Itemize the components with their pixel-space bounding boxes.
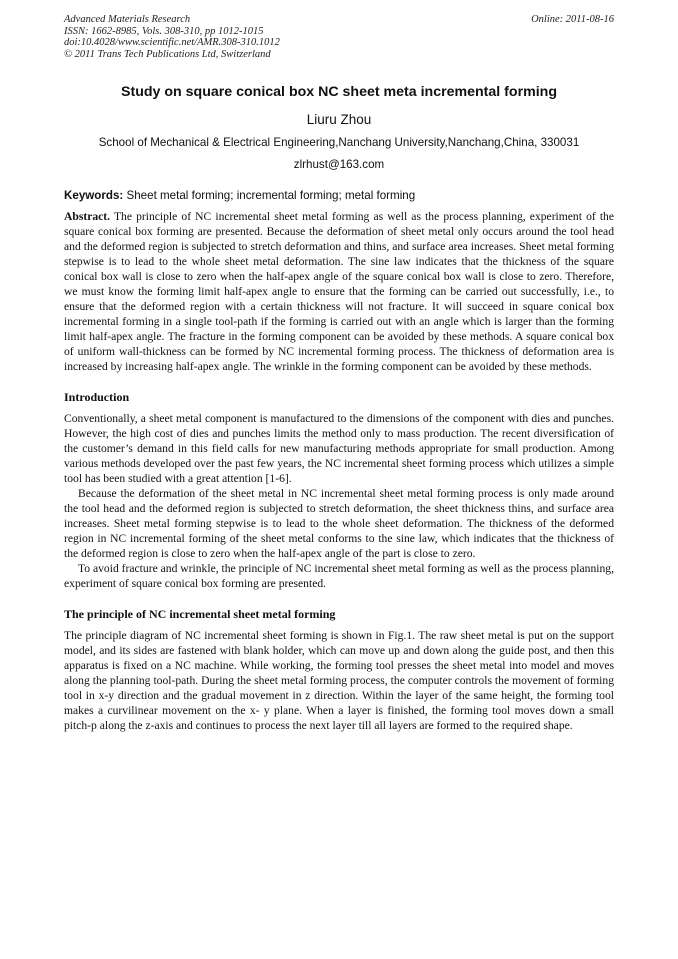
- author-email: zlrhust@163.com: [293, 158, 385, 172]
- abstract-label: Abstract.: [64, 210, 111, 224]
- copyright-line: © 2011 Trans Tech Publications Ltd, Switzerland: [64, 48, 271, 60]
- abstract: [64, 209, 614, 374]
- intro-paragraph-3: To avoid fracture and wrinkle, the principle of NC incremental sheet metal forming as well as the process planning, experiment of square conical box forming are presented.: [64, 562, 614, 591]
- abstract-text: The principle of NC incremental sheet metal forming as well as the process planning, experiment of the square conical box forming are presented. Because the deformation of sheet metal only occurs around the tool head and the deformed region is subjected to stretch deformation and thins, and surface area increases. Sheet metal forming stepwise is to lead to the whole sheet metal deformation. The sine law indicates that the thickness of the square conical box wall is close to zero when the half-apex angle of the square conical box wall is close to zero. Therefore, we must know the forming limit half-apex angle to ensure that the forming can be carried out successfully, i.e., to ensure that the deformed region with a certain thickness will not fracture. It will succeed in square conical box incremental forming in a single tool-path if the forming is carried out with an angle which is larger than the forming limit half-apex angle. The fracture in the forming component can be avoided by these methods. A square conical box of uniform wall-thickness can be formed by NC incremental forming process. The thickness of deformation area is increased by increasing half-apex angle. The wrinkle in the forming component can be avoided by these methods.: [64, 210, 614, 374]
- keywords-label: Keywords:: [64, 189, 124, 203]
- intro-paragraph-2: Because the deformation of the sheet metal in NC incremental sheet metal forming process is only made around the tool head and the deformed region is subjected to stretch deformation, the sheet thickness thins, and surface area increases. Sheet metal forming stepwise is to lead to the whole sheet deformation. The thickness of the deformed region in NC incremental forming of the sheet metal conforms to the sine law, which indicates that the thickness of the deformed region is close to zero when the half-apex angle of the part is close to zero.: [64, 487, 614, 561]
- online-date: Online: 2011-08-16: [531, 14, 614, 25]
- principle-heading: The principle of NC incremental sheet metal forming: [64, 607, 336, 622]
- issn-line: ISSN: 1662-8985, Vols. 308-310, pp 1012-1015: [64, 25, 264, 37]
- journal-header: [64, 14, 614, 60]
- keywords-text: Sheet metal forming; incremental forming; metal forming: [123, 189, 416, 203]
- keywords: [64, 189, 614, 203]
- journal-name: Advanced Materials Research: [64, 14, 191, 25]
- author-affiliation: School of Mechanical & Electrical Engineering,Nanchang University,Nanchang,China, 330031: [98, 136, 580, 150]
- principle-paragraph: The principle diagram of NC incremental sheet forming is shown in Fig.1. The raw sheet metal is put on the support model, and its sides are fastened with blank holder, which can move up and down along the guide post, and then this apparatus is fixed on a NC machine. While working, the forming tool presses the sheet metal into model and moves along the planning tool-path. During the sheet metal forming process, the computer controls the movement of forming tool in x-y direction and the gradual movement in z direction. Within the layer of the same height, the forming tool makes a curvilinear movement on the x- y plane. When a layer is finished, the forming tool moves down a small pitch-p along the z-axis and continues to process the next layer till all layers are formed to the required shape.: [64, 629, 614, 733]
- introduction-heading: Introduction: [64, 390, 130, 405]
- author-name: Liuru Zhou: [306, 112, 372, 128]
- paper-title: Study on square conical box NC sheet meta incremental forming: [121, 84, 557, 101]
- doi-line: doi:10.4028/www.scientific.net/AMR.308-310.1012: [64, 37, 280, 49]
- intro-paragraph-1: Conventionally, a sheet metal component is manufactured to the dimensions of the component with dies and punches. However, the high cost of dies and punches limits the method only to mass production. The recent diversification of the customer’s demand in this field calls for new manufacturing methods appropriate for small production. Among various methods developed over the past few years, the NC incremental sheet forming process which utilizes a simple tool has been studied with a great attention [1-6].: [64, 412, 614, 486]
